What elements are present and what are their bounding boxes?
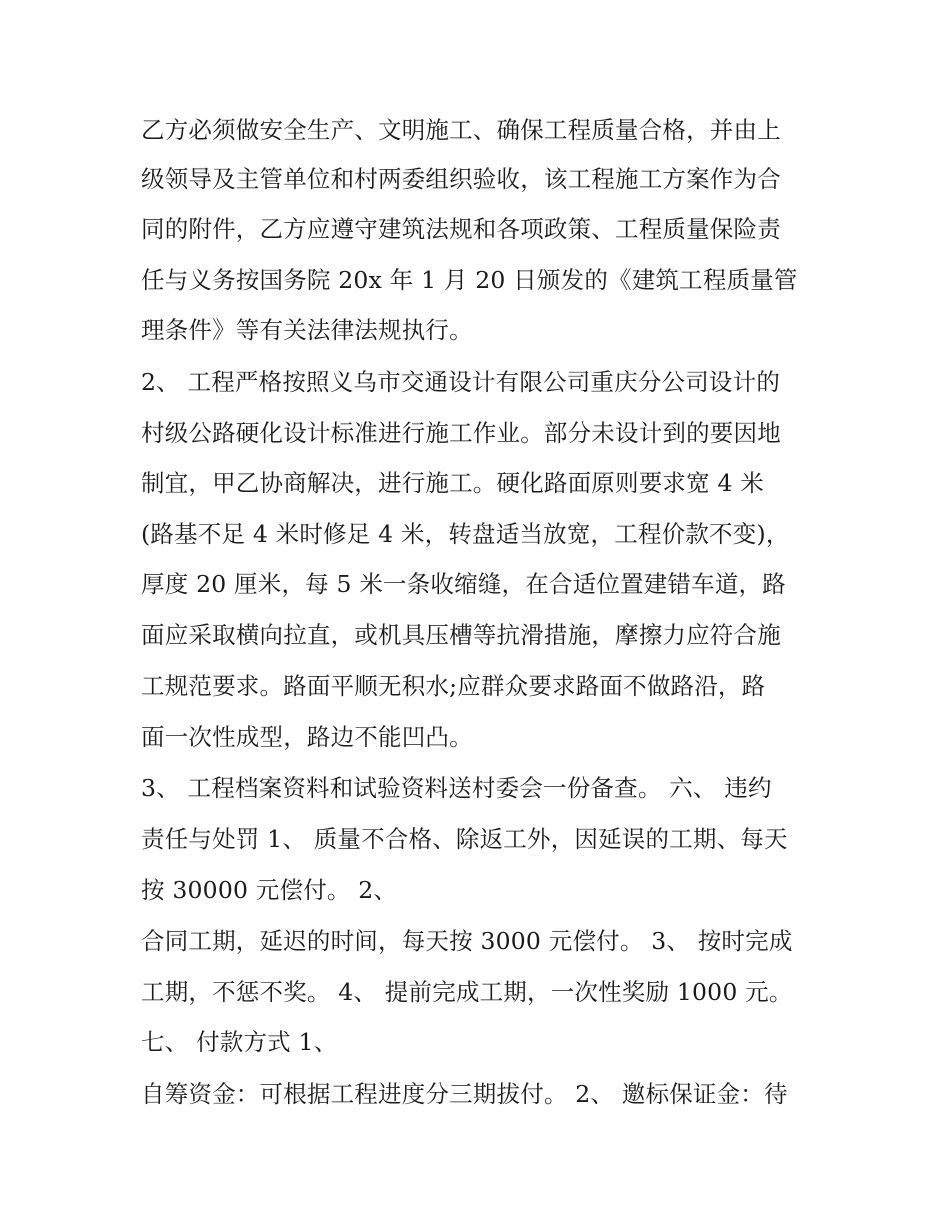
text-line-6: 2、 工程严格按照义乌市交通设计有限公司重庆分公司设计的: [141, 368, 781, 396]
text-line-20: 自筹资金：可根据工程进度分三期拔付。 2、 邀标保证金：待: [141, 1080, 788, 1108]
text-line-16: 按 30000 元偿付。 2、: [141, 876, 398, 904]
text-line-17: 合同工期，延迟的时间，每天按 3000 元偿付。 3、 按时完成: [141, 927, 793, 955]
text-line-1: 乙方必须做安全生产、文明施工、确保工程质量合格，并由上: [141, 116, 781, 144]
text-line-4: 任与义务按国务院 20x 年 1 月 20 日颁发的《建筑工程质量管: [141, 266, 798, 294]
text-line-5: 理条件》等有关法律法规执行。: [141, 316, 473, 344]
text-line-13: 面一次性成型，路边不能凹凸。: [141, 723, 473, 751]
text-line-18: 工期，不惩不奖。 4、 提前完成工期，一次性奖励 1000 元。: [141, 978, 793, 1006]
text-line-3: 同的附件，乙方应遵守建筑法规和各项政策、工程质量保险责: [141, 215, 781, 243]
text-line-19: 七、 付款方式 1、: [141, 1028, 338, 1056]
text-line-15: 责任与处罚 1、 质量不合格、除返工外，因延误的工期、每天: [141, 825, 788, 853]
text-line-14: 3、 工程档案资料和试验资料送村委会一份备查。 六、 违约: [141, 774, 772, 802]
text-line-8: 制宜，甲乙协商解决，进行施工。硬化路面原则要求宽 4 米: [141, 469, 764, 497]
text-line-2: 级领导及主管单位和村两委组织验收，该工程施工方案作为合: [141, 165, 781, 193]
text-line-11: 面应采取横向拉直，或机具压槽等抗滑措施，摩擦力应符合施: [141, 621, 781, 649]
text-line-7: 村级公路硬化设计标准进行施工作业。部分未设计到的要因地: [141, 419, 781, 447]
text-line-12: 工规范要求。路面平顺无积水;应群众要求路面不做路沿，路: [141, 672, 766, 700]
text-line-9: (路基不足 4 米时修足 4 米，转盘适当放宽，工程价款不变)，: [141, 520, 790, 548]
text-line-10: 厚度 20 厘米，每 5 米一条收缩缝，在合适位置建错车道，路: [141, 570, 786, 598]
